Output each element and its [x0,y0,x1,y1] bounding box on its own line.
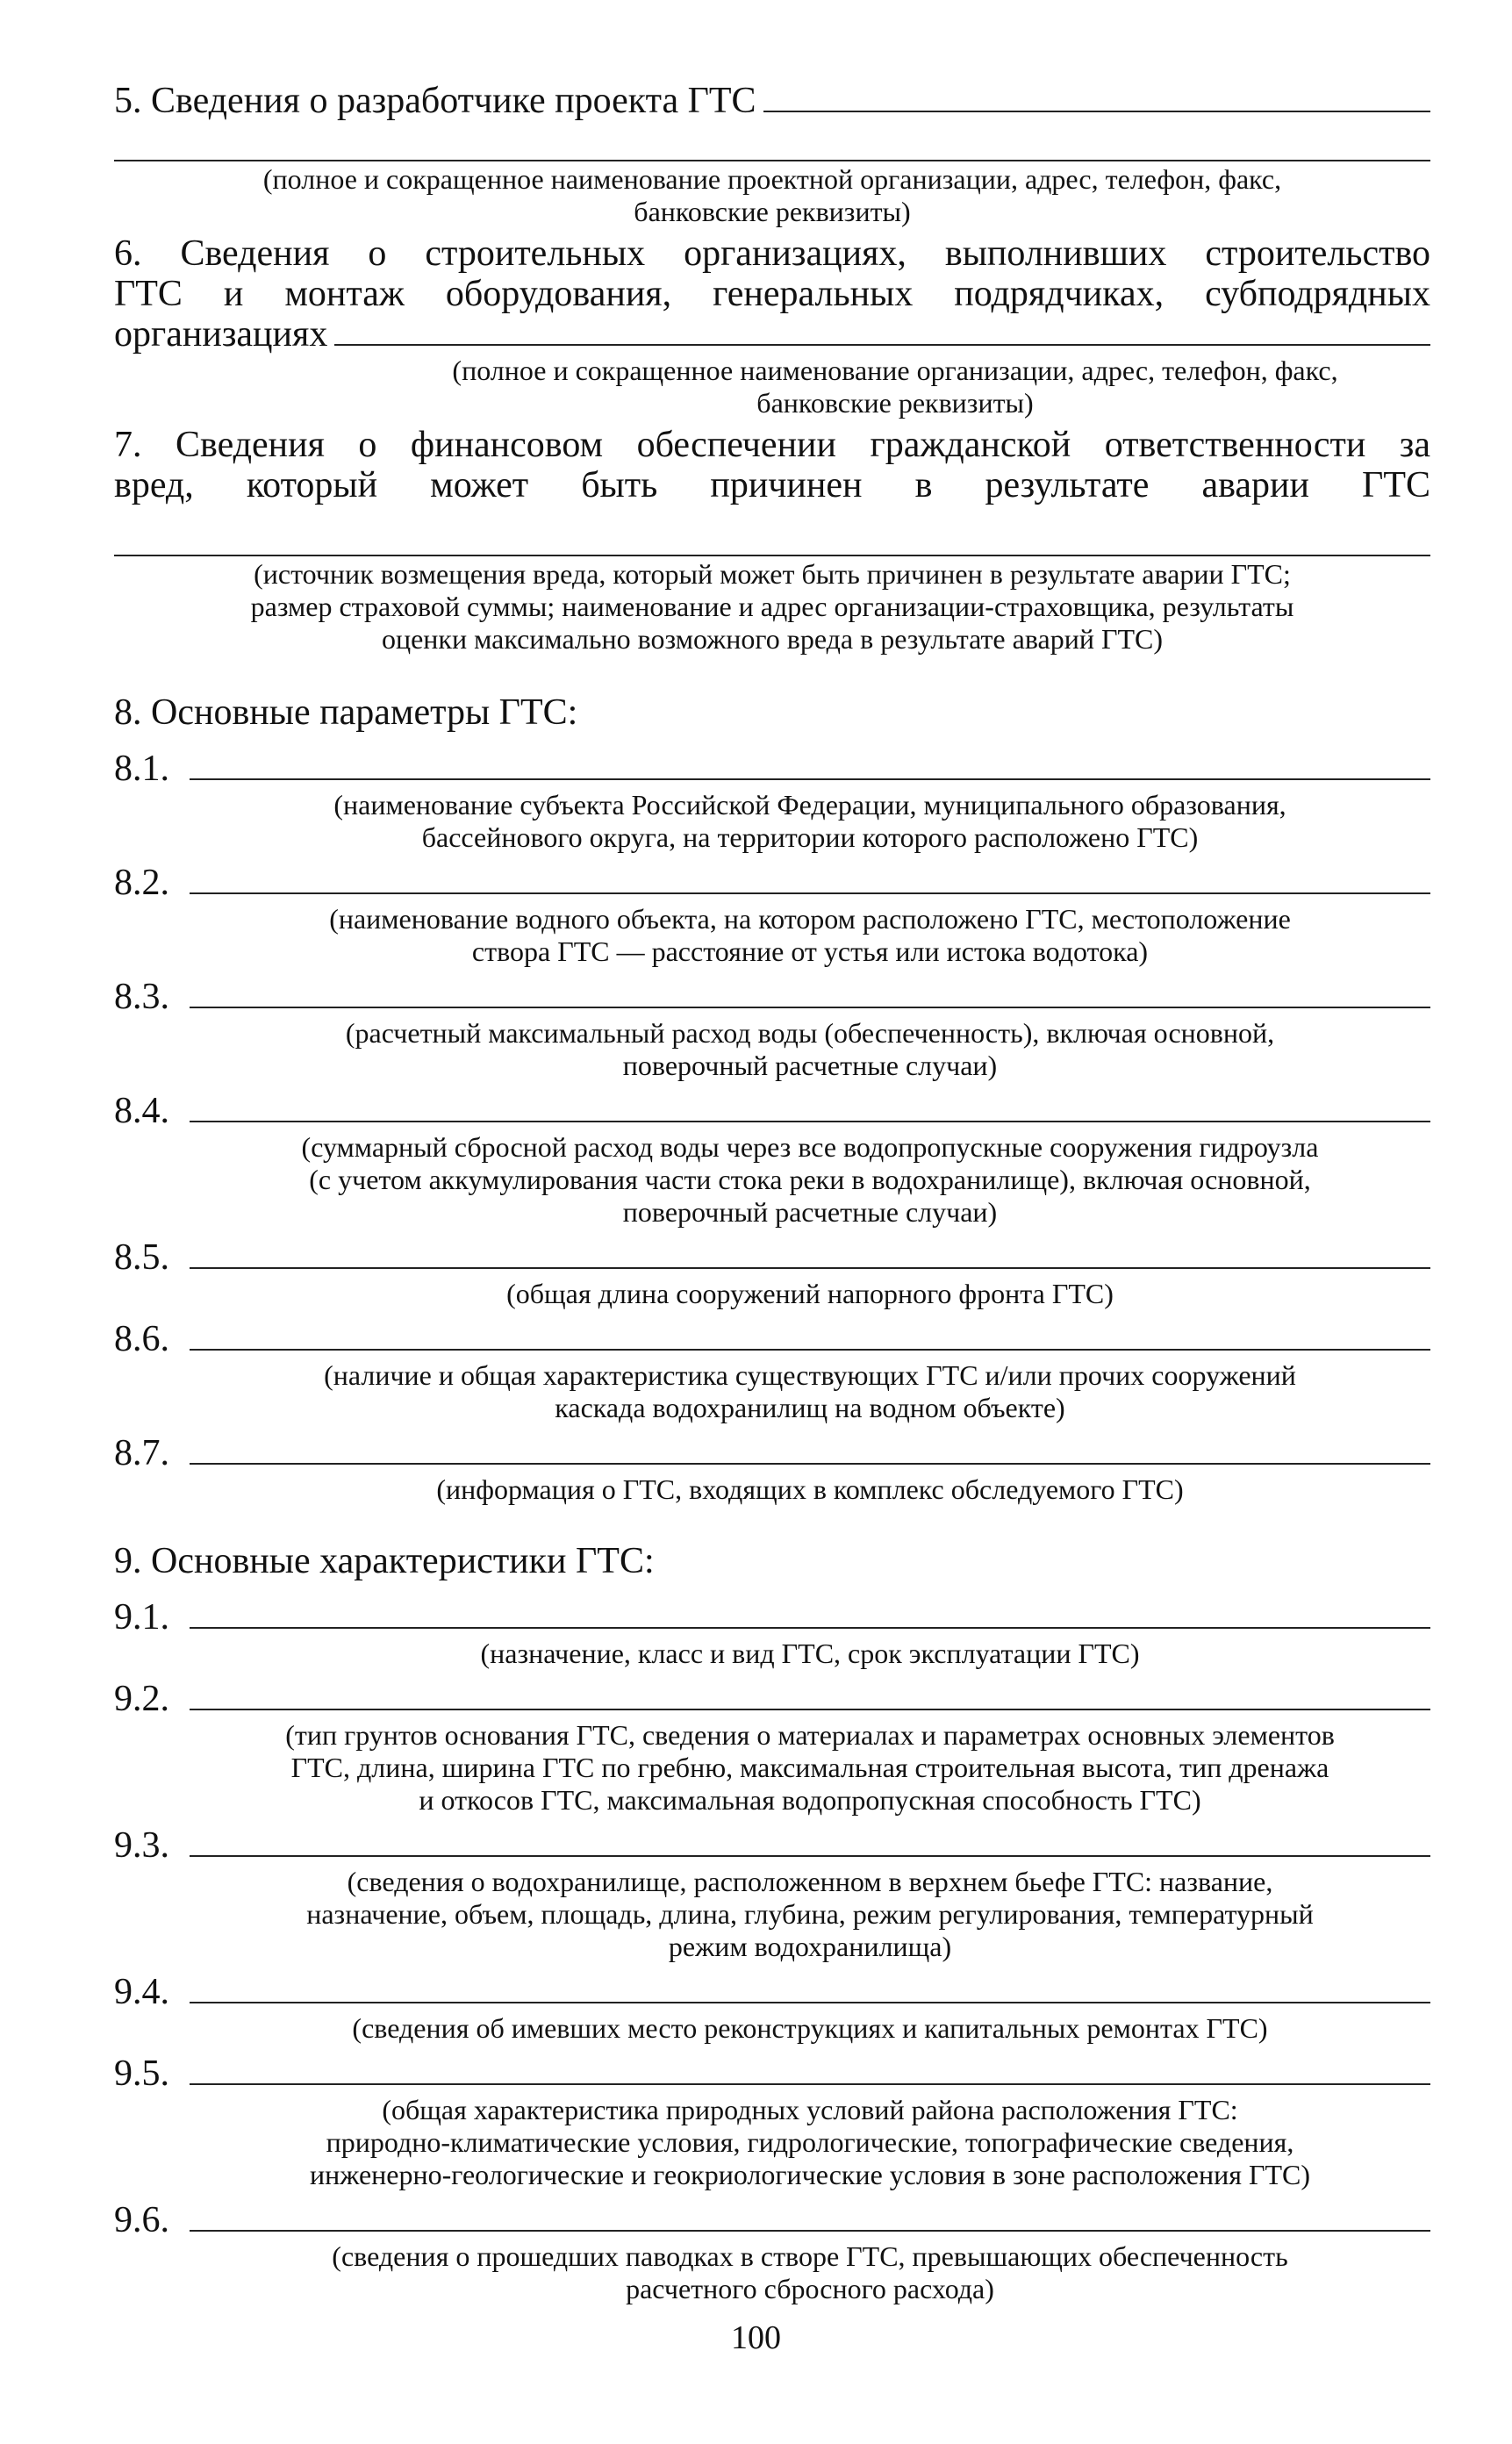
item-row [114,749,1430,789]
caption-line: (наименование водного объекта, на котором расположено ГТС, местоположение [329,903,1291,935]
section-6 [114,233,1430,419]
item-caption [190,1473,1430,1506]
form-item [114,2200,1430,2305]
form-item [114,977,1430,1082]
item-number: 8.1. [114,749,169,789]
form-item [114,1972,1430,2045]
caption-line: (источник возмещения вреда, который может быть причинен в результате аварии ГТС; [254,558,1291,590]
item-caption [190,1359,1430,1424]
item-caption [190,1017,1430,1082]
item-fill-line[interactable] [190,977,1430,1008]
section-7-caption [114,558,1430,656]
section-5-fill-line[interactable] [763,81,1430,112]
section-6-last-word: организациях [114,314,328,355]
item-caption [190,2012,1430,2045]
form-item [114,1319,1430,1424]
caption-line: банковские реквизиты) [756,387,1034,419]
item-row [114,1679,1430,1719]
section-5-caption [114,163,1430,228]
form-item [114,1091,1430,1229]
item-fill-line[interactable] [190,1091,1430,1122]
item-row [114,863,1430,903]
caption-line: (сведения о водохранилище, расположенном в верхнем бьефе ГТС: название, [347,1866,1273,1897]
item-row [114,1825,1430,1866]
item-row [114,1319,1430,1359]
item-fill-line[interactable] [190,1597,1430,1629]
item-caption [190,789,1430,854]
caption-line: (общая характеристика природных условий района расположения ГТС: [382,2094,1238,2125]
form-item [114,1679,1430,1817]
caption-line: поверочный расчетные случаи) [622,1050,998,1081]
item-number: 8.3. [114,977,169,1017]
caption-line: (общая длина сооружений напорного фронта ГТС) [506,1278,1114,1309]
item-number: 8.6. [114,1319,169,1359]
caption-line: назначение, объем, площадь, длина, глубина, режим регулирования, температурный [306,1898,1314,1930]
item-row [114,1597,1430,1638]
caption-line: расчетного сбросного расхода) [626,2273,994,2304]
item-number: 8.7. [114,1433,169,1473]
item-row [114,1237,1430,1278]
item-fill-line[interactable] [190,1825,1430,1857]
section-6-fill-line[interactable] [334,314,1430,346]
section-6-caption [114,355,1430,419]
form-item [114,749,1430,854]
section-5-label: 5. Сведения о разработчике проекта ГТС [114,81,756,121]
section-7 [114,425,1430,656]
item-number: 8.2. [114,863,169,903]
item-caption [190,1278,1430,1310]
form-item [114,863,1430,968]
form-item [114,2053,1430,2191]
item-fill-line[interactable] [190,863,1430,894]
section-7-line: вред, который может быть причинен в результате аварии ГТС [114,465,1430,505]
section-9-heading: 9. Основные характеристики ГТС: [114,1541,655,1581]
form-item [114,1433,1430,1506]
section-7-line: 7. Сведения о финансовом обеспечении гражданской ответственности за [114,425,1430,465]
item-row [114,1091,1430,1131]
caption-line: бассейнового округа, на территории которого расположено ГТС) [421,821,1199,853]
caption-line: (полное и сокращенное наименование проектной организации, адрес, телефон, факс, [262,163,1282,195]
caption-line: поверочный расчетные случаи) [622,1196,998,1228]
caption-line: банковские реквизиты) [634,196,911,227]
item-caption [190,1719,1430,1817]
item-number: 9.1. [114,1597,169,1638]
item-row [114,2053,1430,2094]
caption-line: (полное и сокращенное наименование организации, адрес, телефон, факс, [452,355,1338,386]
item-caption [190,1866,1430,1963]
form-item [114,1237,1430,1310]
section-8-items [114,749,1430,1506]
item-number: 8.5. [114,1237,169,1278]
caption-line: (сведения о прошедших паводках в створе ГТС, превышающих обеспеченность [332,2240,1288,2272]
section-6-last-row [114,314,1430,355]
form-item [114,1825,1430,1963]
section-6-line: ГТС и монтаж оборудования, генеральных подрядчиках, субподрядных [114,274,1430,314]
item-caption [190,2094,1430,2191]
page-number: 100 [731,2319,781,2356]
caption-line: режим водохранилища) [668,1931,952,1962]
section-5-row [114,81,1430,121]
caption-line: (с учетом аккумулирования части стока реки в водохранилище), включая основной, [309,1164,1311,1195]
caption-line: (наименование субъекта Российской Федерации, муниципального образования, [333,789,1286,821]
section-7-blank-line[interactable] [114,555,1430,556]
caption-line: (расчетный максимальный расход воды (обеспеченность), включая основной, [345,1017,1275,1049]
caption-line: (назначение, класс и вид ГТС, срок эксплуатации ГТС) [480,1638,1140,1669]
item-caption [190,2240,1430,2305]
section-5-blank-line[interactable] [114,160,1430,161]
caption-line: и откосов ГТС, максимальная водопропускная способность ГТС) [419,1784,1201,1816]
item-fill-line[interactable] [190,1679,1430,1710]
item-fill-line[interactable] [190,1319,1430,1351]
caption-line: каскада водохранилищ на водном объекте) [555,1392,1065,1423]
item-fill-line[interactable] [190,2053,1430,2085]
item-row [114,977,1430,1017]
item-fill-line[interactable] [190,749,1430,780]
caption-line: размер страховой суммы; наименование и адрес организации-страховщика, результаты [250,591,1294,622]
section-8-heading: 8. Основные параметры ГТС: [114,692,578,733]
item-caption [190,1131,1430,1229]
caption-line: (тип грунтов основания ГТС, сведения о материалах и параметрах основных элементов [285,1719,1335,1751]
item-number: 9.5. [114,2053,169,2094]
item-row [114,2200,1430,2240]
item-row [114,1433,1430,1473]
caption-line: (наличие и общая характеристика существующих ГТС и/или прочих сооружений [324,1359,1296,1391]
item-number: 9.6. [114,2200,169,2240]
item-caption [190,1638,1430,1670]
caption-line: (информация о ГТС, входящих в комплекс обследуемого ГТС) [436,1473,1184,1505]
item-fill-line[interactable] [190,1972,1430,2003]
caption-line: (суммарный сбросной расход воды через все водопропускные сооружения гидроузла [301,1131,1319,1163]
item-fill-line[interactable] [190,1237,1430,1269]
item-number: 8.4. [114,1091,169,1131]
item-caption [190,903,1430,968]
caption-line: оценки максимально возможного вреда в результате аварий ГТС) [381,623,1164,655]
caption-line: створа ГТС — расстояние от устья или истока водотока) [471,935,1149,967]
item-fill-line[interactable] [190,2200,1430,2232]
caption-line: природно-климатические условия, гидрологические, топографические сведения, [326,2126,1294,2158]
caption-line: (сведения об имевших место реконструкциях и капитальных ремонтах ГТС) [352,2012,1268,2044]
form-item [114,1597,1430,1670]
item-number: 9.2. [114,1679,169,1719]
item-number: 9.3. [114,1825,169,1866]
section-9-items [114,1597,1430,2305]
caption-line: ГТС, длина, ширина ГТС по гребню, максимальная строительная высота, тип дренажа [290,1752,1329,1783]
caption-line: инженерно-геологические и геокриологические условия в зоне расположения ГТС) [310,2159,1310,2190]
section-6-line: 6. Сведения о строительных организациях, выполнивших строительство [114,233,1430,274]
item-row [114,1972,1430,2012]
form-page [114,81,1430,2305]
item-number: 9.4. [114,1972,169,2012]
item-fill-line[interactable] [190,1433,1430,1465]
